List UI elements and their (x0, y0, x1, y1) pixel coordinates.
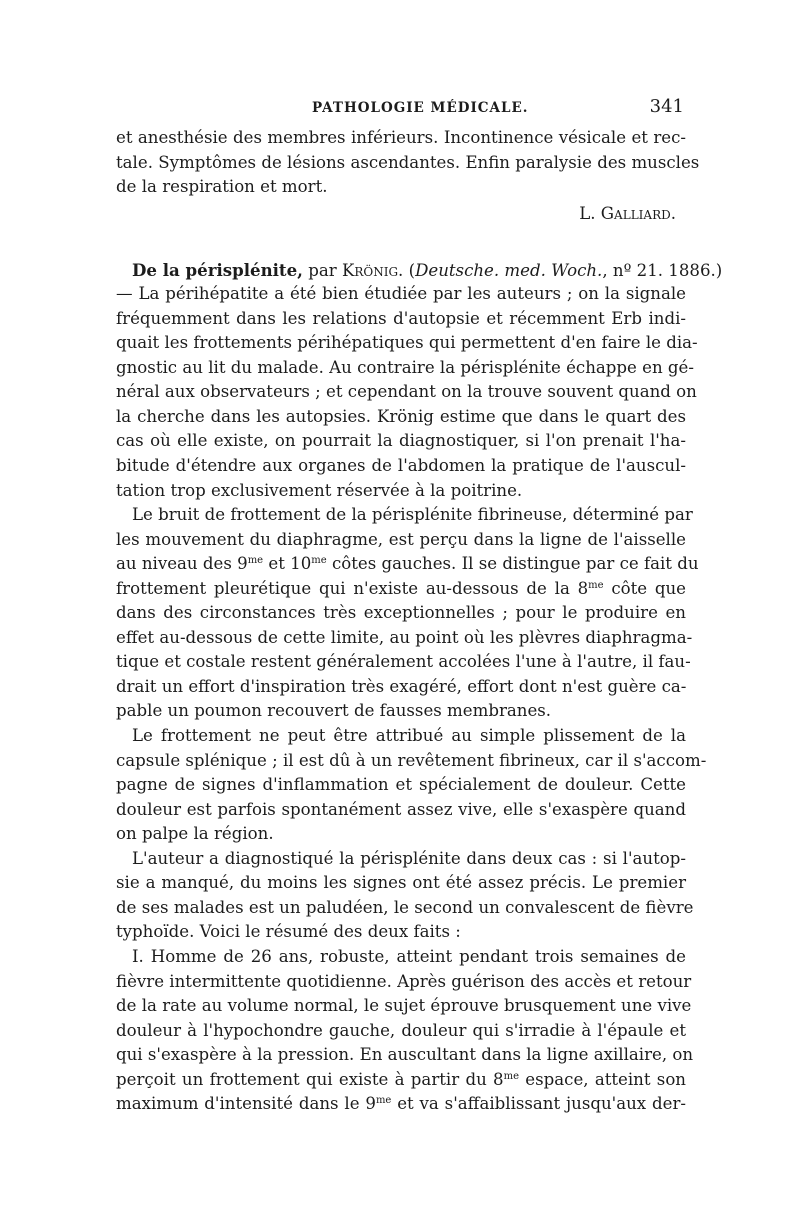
text-line: qui s'exaspère à la pression. En auscultant dans la ligne axillaire, on (116, 1045, 694, 1065)
page-number: 341 (649, 96, 684, 117)
text-line: fièvre intermittente quotidienne. Après guérison des accès et retour (116, 971, 692, 991)
text-line: Le frottement ne peut être attribué au simple plissement de la (132, 726, 686, 746)
text-line: L'auteur a diagnostiqué la périsplénite dans deux cas : si l'autop- (132, 848, 686, 868)
running-title: PATHOLOGIE MÉDICALE. (312, 100, 529, 116)
text-line: et anesthésie des membres inférieurs. Incontinence vésicale et rec- (116, 128, 686, 147)
paragraph-4 (116, 847, 694, 945)
article-author: Krönig (341, 260, 399, 280)
text-line: pable un poumon recouvert de fausses membranes. (116, 701, 552, 721)
journal-name: Deutsche. med. Woch. (415, 260, 603, 280)
text-line: douleur à l'hypochondre gauche, douleur qui s'irradie à l'épaule et (116, 1020, 686, 1040)
text-line: au niveau des $9^{me}$ et $10^{me}$ côtes gauches. Il se distingue par ce fait du (116, 554, 699, 574)
article-title-line: De la périsplénite, par Krönig. (Deutsche. med. Woch., nº 21. 1886.) (132, 259, 723, 280)
text-line: drait un effort d'inspiration très exagéré, effort dont n'est guère ca- (116, 676, 687, 696)
paragraph-5 (116, 945, 694, 1117)
article-title: De la périsplénite, (132, 259, 303, 280)
text-line: tale. Symptômes de lésions ascendantes. Enfin paralysie des muscles (116, 152, 700, 172)
text-line: frottement pleurétique qui n'existe au-dessous de la $8^{me}$ côte que (116, 578, 687, 598)
text-line: tique et costale restent généralement accolées l'une à l'autre, il fau- (116, 652, 691, 672)
body-text (116, 126, 723, 1117)
text-line: effet au-dessous de cette limite, au point où les plèvres diaphragma- (116, 627, 693, 647)
text-line: on palpe la région. (116, 824, 274, 844)
paragraph-1 (116, 282, 698, 503)
article-perisplenite (116, 258, 723, 1117)
text-line: Le bruit de frottement de la périsplénite fibrineuse, déterminé par (132, 505, 693, 525)
text-line: les mouvement du diaphragme, est perçu dans la ligne de l'aisselle (116, 529, 686, 549)
text-line: pagne de signes d'inflammation et spécialement de douleur. Cette (116, 775, 686, 795)
signature (116, 202, 686, 228)
text-line: fréquemment dans les relations d'autopsie et récemment Erb indi- (116, 308, 686, 328)
text-line: de ses malades est un paludéen, le second un convalescent de fièvre (116, 897, 694, 917)
text-line: typhoïde. Voici le résumé des deux faits : (116, 922, 461, 942)
signature-text: L. Galliard. (579, 203, 676, 223)
text-line: de la rate au volume normal, le sujet éprouve brusquement une vive (116, 996, 692, 1016)
text-line: de la respiration et mort. (116, 177, 328, 197)
text-line: douleur est parfois spontanément assez vive, elle s'exaspère quand (116, 799, 686, 819)
text-line: cas où elle existe, on pourrait la diagnostiquer, si l'on prenait l'ha- (116, 431, 686, 451)
paragraph-3 (116, 724, 707, 847)
page-header (116, 96, 686, 126)
text-line: sie a manqué, du moins les signes ont été assez précis. Le premier (116, 873, 686, 893)
text-line: quait les frottements périhépatiques qui permettent d'en faire le dia- (116, 333, 698, 353)
text-line: gnostic au lit du malade. Au contraire la périsplénite échappe en gé- (116, 357, 694, 377)
text-line: maximum d'intensité dans le $9^{me}$ et va s'affaiblissant jusqu'aux der- (116, 1094, 687, 1114)
text-line: dans des circonstances très exceptionnelles ; pour le produire en (116, 603, 686, 623)
text-line: néral aux observateurs ; et cependant on la trouve souvent quand on (116, 382, 697, 402)
text-line: tation trop exclusivement réservée à la poitrine. (116, 480, 523, 500)
text-line: bitude d'étendre aux organes de l'abdomen la pratique de l'auscul- (116, 456, 686, 476)
text-line: la cherche dans les autopsies. Krönig estime que dans le quart des (116, 406, 686, 426)
text-line: perçoit un frottement qui existe à partir du $8^{me}$ espace, atteint son (116, 1069, 686, 1089)
text-line: capsule splénique ; il est dû à un revêtement fibrineux, car il s'accom- (116, 750, 707, 770)
previous-article-ending (116, 126, 700, 228)
citation-details: , nº 21. 1886.) (602, 260, 723, 280)
paragraph-2 (116, 503, 699, 724)
text-line: — La périhépatite a été bien étudiée par les auteurs ; on la signale (116, 284, 686, 304)
book-page (116, 96, 723, 1117)
text-line: I. Homme de 26 ans, robuste, atteint pendant trois semaines de (132, 946, 686, 966)
